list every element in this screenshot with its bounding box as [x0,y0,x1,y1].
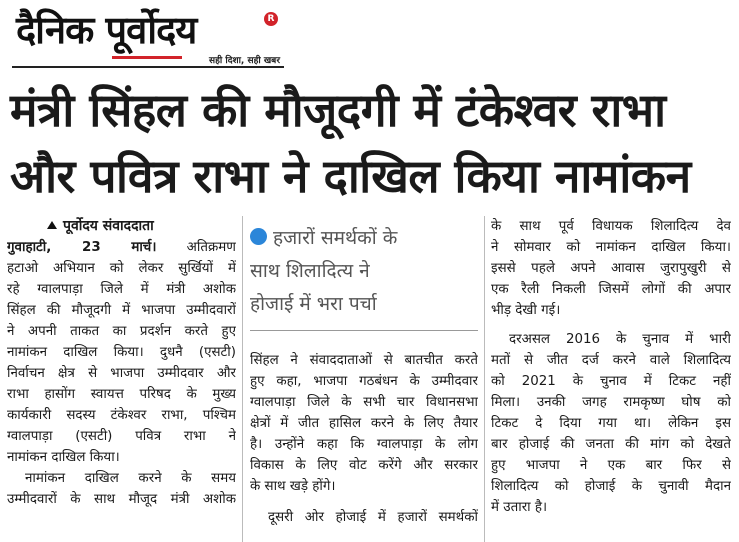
column-line: इससे पहले अपने आवास जुरापुखुरी से [491,261,731,276]
column-line: शिलादित्य को होजाई के चुनावी मैदान [491,479,731,494]
column-line: सिंहल की मौजूदगी में भाजपा उम्मीदवारों [7,303,236,318]
column-line: हुए कहा, भाजपा गठबंधन के उम्मीदवार [250,374,478,389]
masthead [12,6,284,68]
column-line: मिला। उनकी जगह रामकृष्ण घोष को [491,395,731,410]
column-line: नामांकन दाखिल किया। दुधनै (एसटी) [7,345,236,360]
column-line: नामांकन दाखिल किया। [7,450,120,465]
registered-mark-icon: R [264,12,278,26]
article-column-3 [491,216,731,518]
column-line: मतों से जीत दर्ज करने वाले शिलादित्य [491,353,731,368]
masthead-accent-line [112,56,182,59]
column-line: टिकट दे दिया गया था। लेकिन इस [491,416,731,431]
column-line: सिंहल ने संवाददाताओं से बातचीत करते [250,353,478,368]
newspaper-tagline: सही दिशा, सही खबर [209,56,280,66]
column-1-paragraph-1 [7,237,236,258]
column-line: रहे ग्वालपाड़ा जिले में मंत्री अशोक [7,282,236,297]
triangle-bullet-icon [47,221,57,229]
pull-quote-rule [250,330,478,331]
newspaper-name: दैनिक पूर्वोदय [16,8,197,52]
column-line: के साथ खड़े होंगे। [250,479,336,494]
column-line: दूसरी ओर होजाई में हजारों समर्थकों [268,510,478,525]
column-line: हुए भाजपा ने एक बार फिर से [491,458,731,473]
column-line: नामांकन दाखिल करने के समय [25,471,236,486]
masthead-rule [12,66,284,68]
byline-text: पूर्वोदय संवाददाता [63,218,154,234]
column-line: ग्वालपाड़ा (एसटी) पवित्र राभा ने [7,429,236,444]
column-line: के साथ पूर्व विधायक शिलादित्य देव [491,219,731,234]
column-line: हटाओ अभियान को लेकर सुर्खियों में [7,261,236,276]
column-line: बार होजाई की जनता की मांग को देखते [491,437,731,452]
pull-quote-line: साथ शिलादित्य ने [250,260,370,282]
column-line: ने अपनी ताकत का प्रदर्शन करते हुए [7,324,236,339]
column-line: ने सोमवार को नामांकन दाखिल किया। [491,240,731,255]
column-line: एक रैली निकली जिसमें लोगों की अपार [491,282,731,297]
byline [7,216,236,237]
pull-quote-line: हजारों समर्थकों के [273,227,398,249]
column-line: कार्यकारी सदस्य टंकेश्वर राभा, पश्चिम [7,408,236,423]
pull-quote-line: होजाई में भरा पर्चा [250,293,377,315]
bullet-dot-icon [250,228,267,245]
column-line: राभा हासोंग स्वायत्त परिषद के मुख्य [7,387,236,402]
pull-quote [250,222,478,332]
column-line: में उतारा है। [491,500,548,515]
column-line: उम्मीदवारों के साथ मौजूद मंत्री अशोक [7,492,236,507]
column-divider [242,216,243,542]
headline-line-2: और पवित्र राभा ने दाखिल किया नामांकन [10,149,691,203]
column-line: विकास के लिए वोट करेंगे और सरकार [250,458,478,473]
column-line: दरअसल 2016 के चुनाव में भारी [509,332,731,347]
column-line: अतिक्रमण [186,240,236,255]
column-line: निर्वाचन क्षेत्र से भाजपा उम्मीदवार और [7,366,236,381]
column-line: भीड़ देखी गई। [491,303,561,318]
headline-line-1: मंत्री सिंहल की मौजूदगी में टंकेश्वर राभा [10,83,666,137]
column-line: है। उन्होंने कहा कि ग्वालपाड़ा के लोग [250,437,478,452]
column-divider [484,216,485,542]
column-line: क्षेत्रों में जीत हासिल करने के लिए तैयार [250,416,478,431]
column-line: ग्वालपाड़ा जिले के सभी चार विधानसभा [250,395,478,410]
article-column-1 [7,216,236,510]
dateline: गुवाहाटी, 23 मार्च। [7,240,157,255]
column-line: को 2021 के चुनाव में टिकट नहीं [491,374,731,389]
